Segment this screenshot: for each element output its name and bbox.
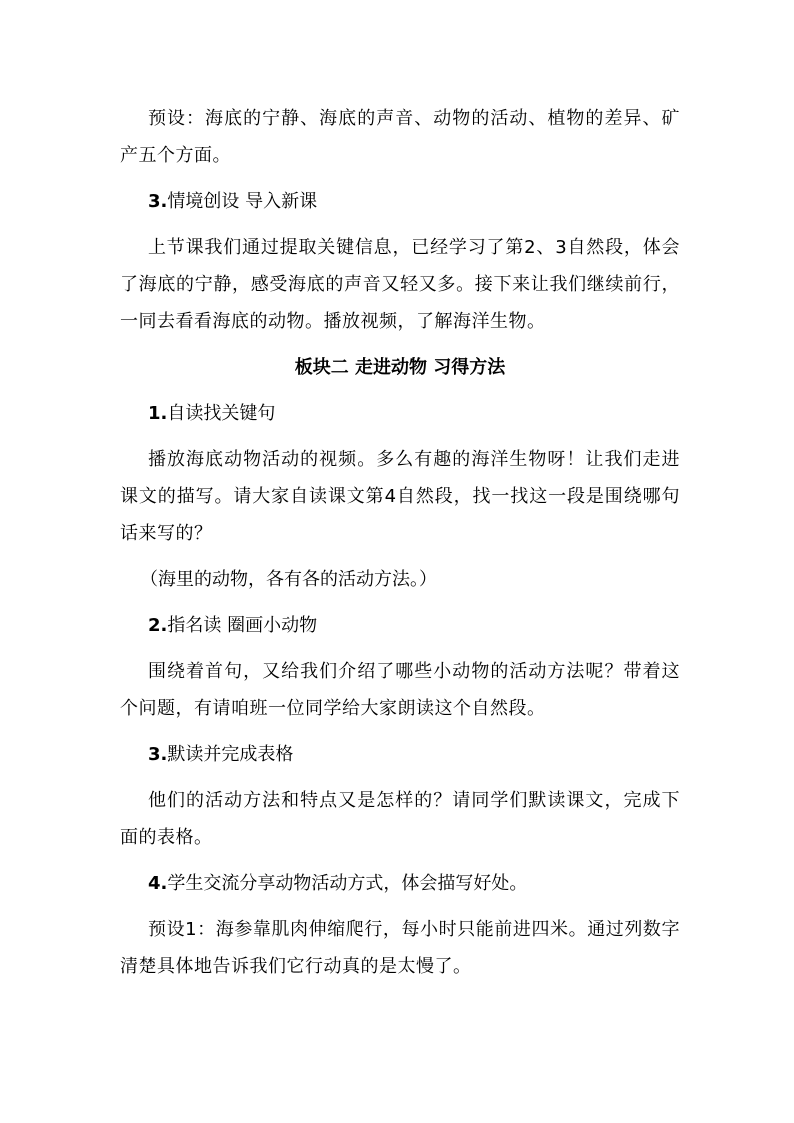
paragraph-review-last-lesson: 上节课我们通过提取关键信息，已经学习了第2、3自然段，体会了海底的宁静，感受海底的声音又轻又多。接下来让我们继续前行，一同去看看海底的动物。播放视频，了解海洋生物。: [120, 237, 680, 332]
subheading-text: 自读找关键句: [167, 403, 276, 424]
paragraph-which-animals: 围绕着首句，又给我们介绍了哪些小动物的活动方法呢？带着这个问题，有请咱班一位同学给大家朗读这个自然段。: [120, 661, 680, 719]
subheading-text: 学生交流分享动物活动方式，体会描写好处。: [167, 873, 528, 894]
paragraph-preset-five-aspects: 预设：海底的宁静、海底的声音、动物的活动、植物的差异、矿产五个方面。: [120, 108, 680, 166]
subheading-number: 1.: [148, 403, 168, 424]
subheading-number: 2.: [148, 615, 168, 636]
subheading-text: 默读并完成表格: [167, 744, 294, 765]
paragraph-play-video: 播放海底动物活动的视频。多么有趣的海洋生物呀！让我们走进课文的描写。请大家自读课文第4自然段，找一找这一段是围绕哪句话来写的？: [120, 449, 680, 544]
subheading-read-aloud: [120, 607, 680, 644]
document-body: [120, 100, 680, 994]
subheading-self-read: [120, 395, 680, 432]
subheading-number: 4.: [148, 873, 168, 894]
subheading-silent-read-table: [120, 736, 680, 773]
subheading-number: 3.: [148, 744, 168, 765]
subheading-number: 3.: [148, 191, 168, 212]
section-title: 板块二 走进动物 习得方法: [294, 357, 506, 378]
subheading-scenario-intro: [120, 183, 680, 220]
subheading-share-movement: [120, 865, 680, 902]
subheading-text: 情境创设 导入新课: [167, 191, 318, 212]
paragraph-complete-table: 他们的活动方法和特点又是怎样的？请同学们默读课文，完成下面的表格。: [120, 790, 680, 848]
paragraph-answer-key-sentence: （海里的动物，各有各的活动方法。）: [140, 569, 437, 590]
paragraph-preset-sea-cucumber: 预设1：海参靠肌肉伸缩爬行，每小时只能前进四米。通过列数字清楚具体地告诉我们它行动真的是太慢了。: [120, 919, 680, 977]
subheading-text: 指名读 圈画小动物: [167, 615, 318, 636]
